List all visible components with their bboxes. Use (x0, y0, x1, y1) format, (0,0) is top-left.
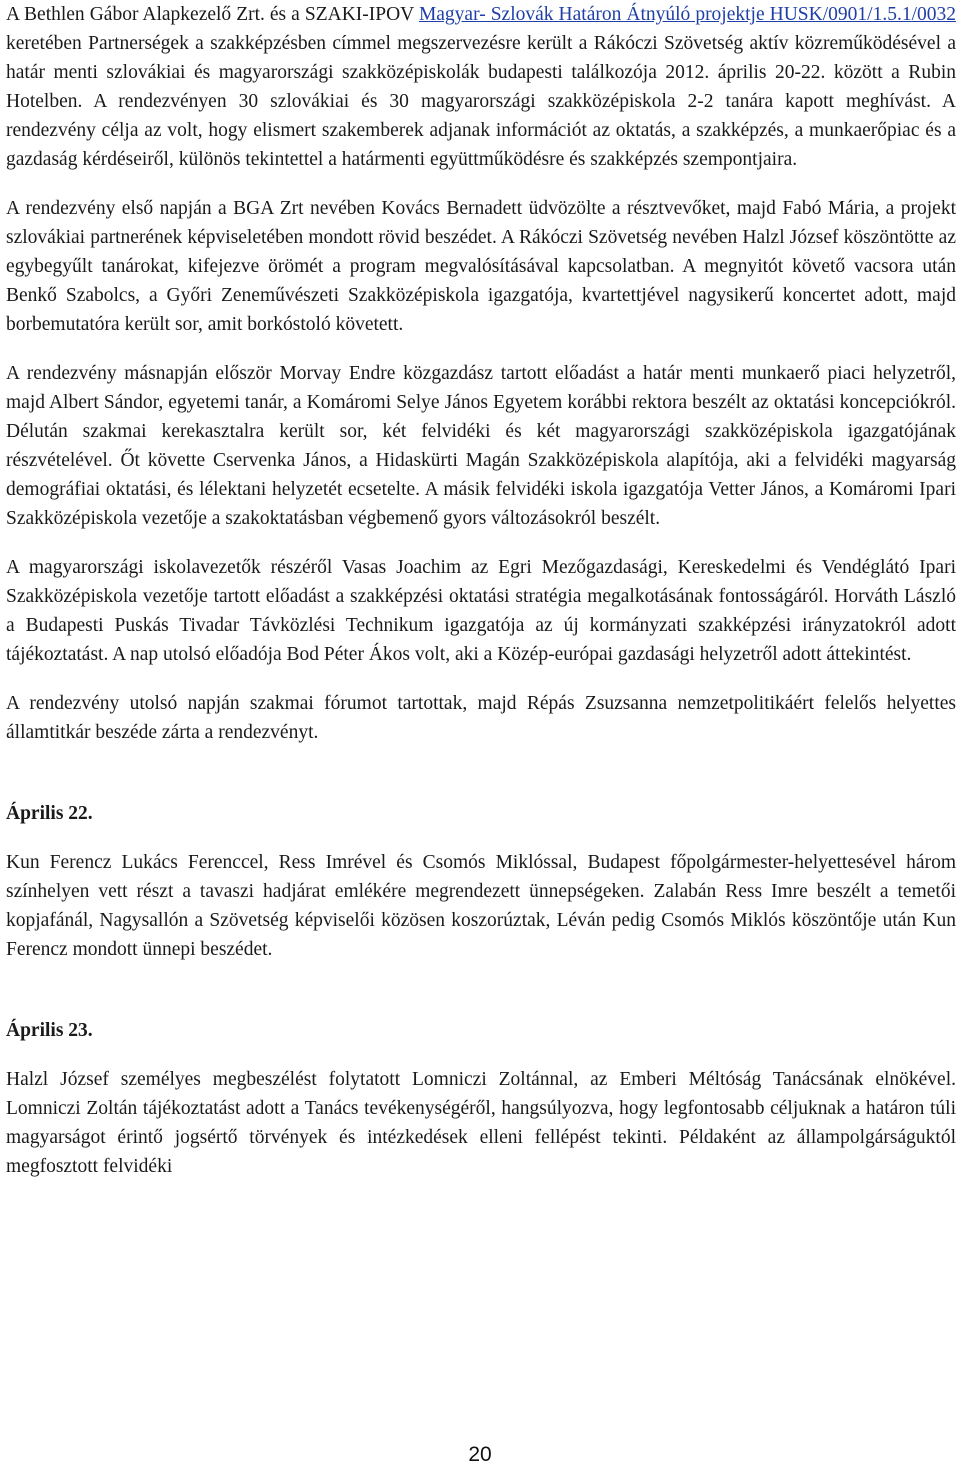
paragraph-april-23: Halzl József személyes megbeszélést folytatott Lomniczi Zoltánnal, az Emberi Méltóság Tanácsának elnökével. Lomniczi Zoltán tájékoztatást adott a Tanács tevékenységéről, hangsúlyozva, hogy legfontosabb céljuknak a határon túli magyarságot érintő jogsértő törvények és intézkedések elleni fellépést tekinti. Példaként az állampolgárságuktól megfosztott felvidéki (6, 1069, 956, 1177)
project-link[interactable]: Magyar- Szlovák Határon Átnyúló projektje HUSK/0901/1.5.1/0032 (418, 4, 956, 25)
paragraph-second-day: A rendezvény másnapján először Morvay Endre közgazdász tartott előadást a határ menti munkaerő piaci helyzetről, majd Albert Sándor, egyetemi tanár, a Komáromi Selye János Egyetem korábbi rektora beszélt az oktatási koncepciókról. Délután szakmai kerekasztalra került sor, két felvidéki és két magyarországi szakközépiskola igazgatójának részvételével. Őt követte Cservenka János, a Hidaskürti Magán Szakközépiskola alapítója, aki a felvidéki magyarság demográfiai oktatási, és lélektani helyzetét ecsetelte. A másik felvidéki iskola igazgatója Vetter János, a Komáromi Ipari Szakközépiskola vezetője a szakoktatásban végbemenő gyors változásokról beszélt. (6, 363, 956, 529)
heading-april-22: Április 22. (6, 803, 93, 824)
paragraph-hungarian-leaders: A magyarországi iskolavezetők részéről Vasas Joachim az Egri Mezőgazdasági, Kereskedelmi és Vendéglátó Ipari Szakközépiskola vezetője tartott előadást a szakképzési oktatási stratégia megalkotásának fontosságáról. Horváth László a Budapesti Puskás Tivadar Távközlési Technikum igazgatója az új kormányzati szakképzési irányzatokról adott tájékoztatást. A nap utolsó előadója Bod Péter Ákos volt, aki a Közép-európai gazdasági helyzetről adott áttekintést. (6, 557, 956, 665)
intro-text-before: A Bethlen Gábor Alapkezelő Zrt. és a SZAKI-IPOV (6, 4, 419, 25)
intro-text-after: keretében Partnerségek a szakképzésben címmel megszervezésre került a Rákóczi Szövetség aktív közreműködésével a határ menti szlovákiai és magyarországi szakközépiskolák budapesti találkozója 2012. április 20-22. között a Rubin Hotelben. A rendezvényen 30 szlovákiai és 30 magyarországi szakközépiskola 2-2 tanára kapott meghívást. A rendezvény célja az volt, hogy elismert szakemberek adjanak információt az oktatás, a szakképzés, a munkaerőpiac és a gazdaság kérdéseiről, különös tekintettel a határmenti együttműködésre és szakképzés szempontjaira. (6, 33, 956, 170)
document-page (6, 0, 956, 1181)
paragraph-intro (6, 0, 956, 174)
paragraph-first-day: A rendezvény első napján a BGA Zrt nevében Kovács Bernadett üdvözölte a résztvevőket, majd Fabó Mária, a projekt szlovákiai partnerének képviseletében mondott rövid beszédet. A Rákóczi Szövetség nevében Halzl József köszöntötte az egybegyűlt tanárokat, kifejezve örömét a program megvalósításával kapcsolatban. A megnyitót követő vacsora után Benkő Szabolcs, a Győri Zeneművészeti Szakközépiskola igazgatója, kvartettjével nagysikerű koncertet adott, majd borbemutatóra került sor, amit borkóstoló követett. (6, 198, 956, 335)
paragraph-april-22: Kun Ferencz Lukács Ferenccel, Ress Imrével és Csomós Miklóssal, Budapest főpolgármester-helyettesével három színhelyen vett részt a tavaszi hadjárat emlékére megrendezett ünnepségeken. Zalabán Ress Imre beszélt a temetői kopjafánál, Nagysallón a Szövetség képviselői közösen koszorúztak, Léván pedig Csomós Miklós köszöntője után Kun Ferencz mondott ünnepi beszédet. (6, 852, 956, 960)
heading-april-23: Április 23. (6, 1020, 93, 1041)
paragraph-last-day: A rendezvény utolsó napján szakmai fórumot tartottak, majd Répás Zsuzsanna nemzetpolitikáért felelős helyettes államtitkár beszéde zárta a rendezvényt. (6, 693, 956, 743)
page-number: 20 (468, 1443, 492, 1466)
